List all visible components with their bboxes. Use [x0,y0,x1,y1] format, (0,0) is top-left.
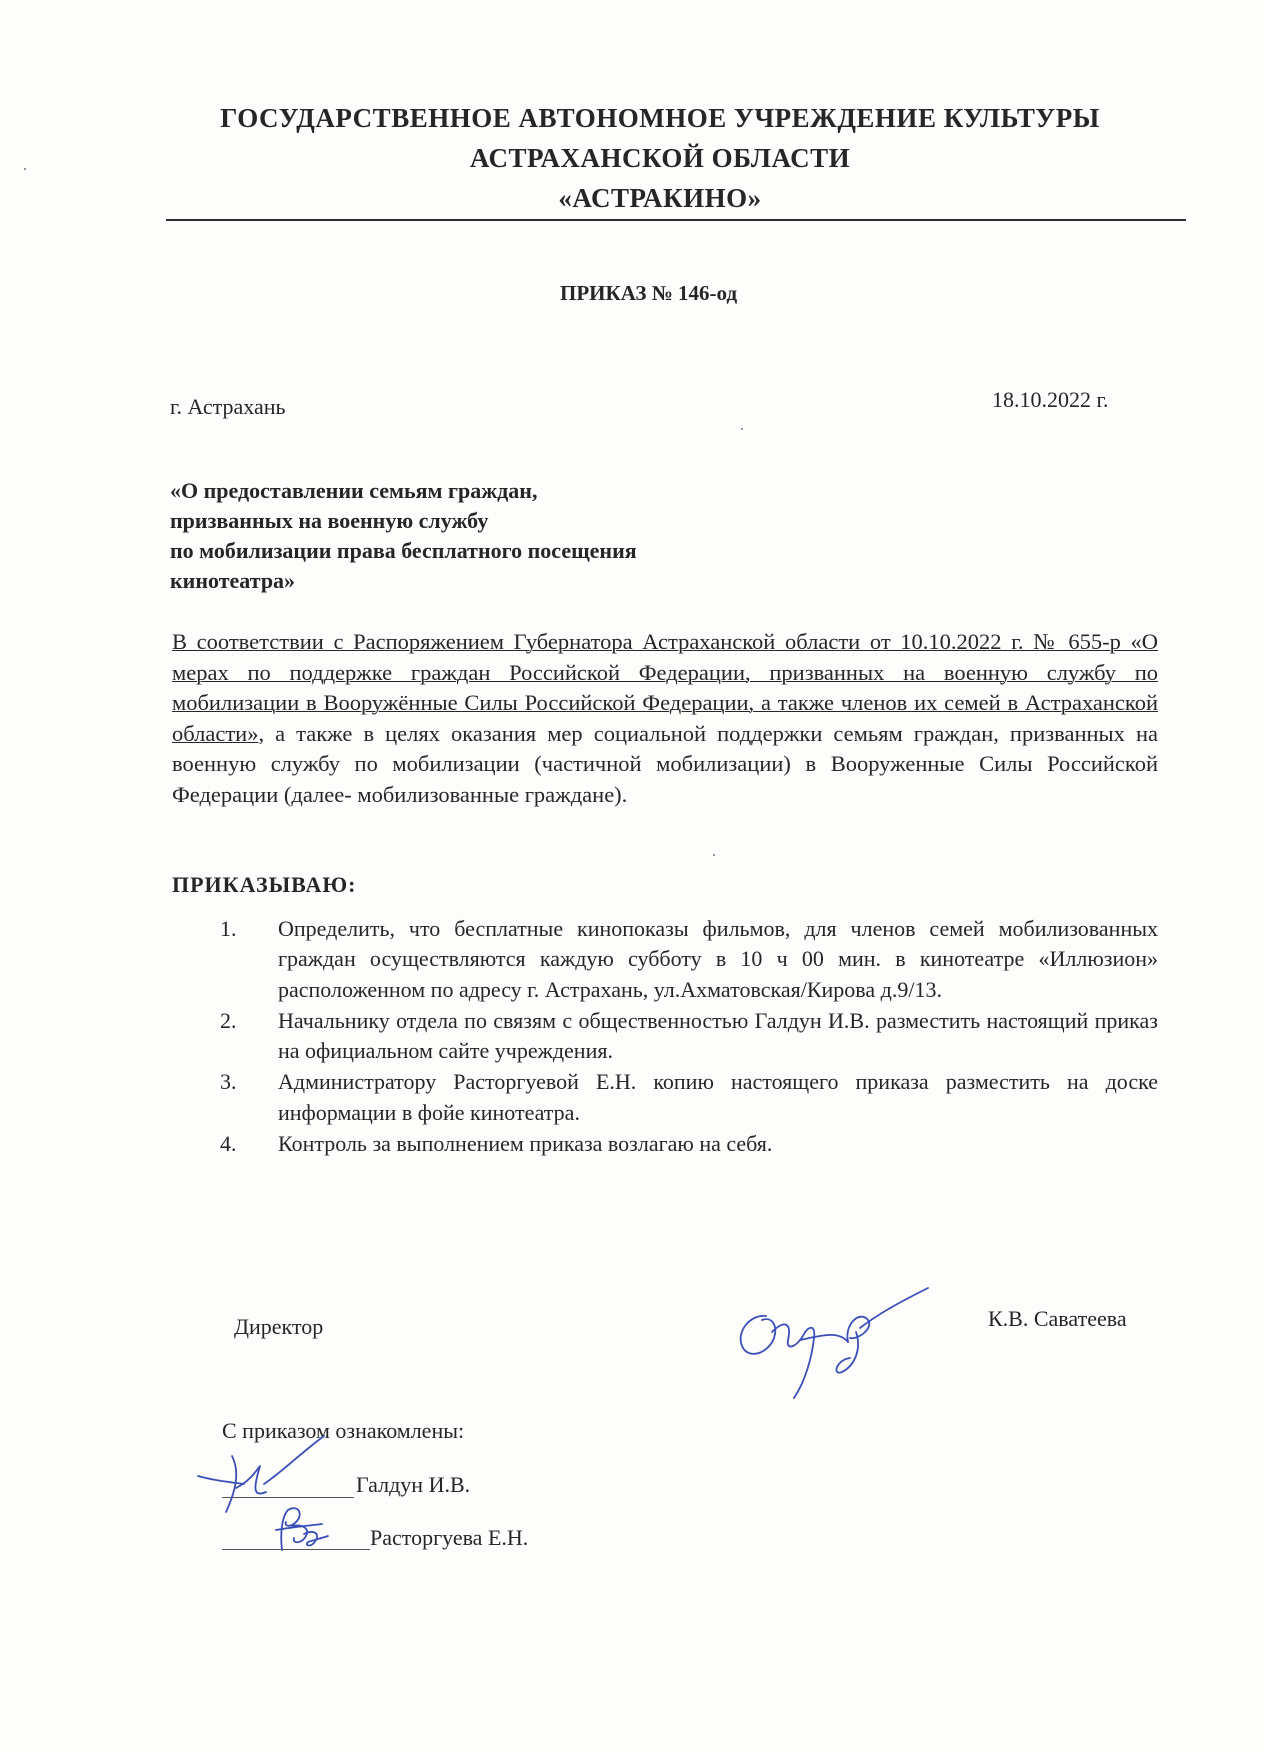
rastorgueva-signature [268,1500,348,1560]
preamble-text: , а также в целях оказания мер социальной поддержки семьям граждан, призванных на военную службу по мобилизации (частичной мобилизации) в Вооруженные Силы Российской Федерации (далее- мобилизованные граждане). [172,720,1158,807]
item-number: 3. [220,1069,237,1095]
order-place: г. Астрахань [170,394,286,419]
subject-line: призванных на военную службу [170,508,489,533]
acknowledgement-title: С приказом ознакомлены: [222,1418,465,1443]
item-text: Определить, что бесплатные кинопоказы фильмов, для членов семей мобилизованных граждан осуществляются каждую субботу в 10 ч 00 мин. в кинотеатре «Иллюзион» расположенном по адресу г. Астрахань, ул.Ахматовская/Кирова д.9/13. [278,916,1158,1002]
subject-line: кинотеатра» [170,568,296,593]
list-item [210,1067,1158,1128]
subject-line: по мобилизации права бесплатного посещения [170,538,637,563]
order-title: ПРИКАЗ № 146-од [560,281,738,305]
header-divider [166,219,1186,221]
scan-speck [24,168,26,170]
org-name-line-3: «АСТРАКИНО» [558,183,762,213]
order-date: 18.10.2022 г. [992,387,1109,412]
preamble-paragraph [172,627,1158,811]
item-number: 1. [220,916,237,941]
item-text: Администратору Расторгуевой Е.Н. копию настоящего приказа разместить на доске информации в фойе кинотеатра. [278,1069,1158,1125]
signatory-name: К.В. Саватеева [988,1306,1127,1331]
order-items-list [210,914,1158,1160]
director-signature [728,1280,958,1410]
subject-line: «О предоставлении семьям граждан, [170,478,538,503]
scan-speck [741,428,743,430]
org-name-line-2: АСТРАХАНСКОЙ ОБЛАСТИ [469,143,851,173]
item-text: Начальнику отдела по связям с общественностью Галдун И.В. разместить настоящий приказ на официальном сайте учреждения. [278,1007,1158,1064]
organization-header [160,98,1160,218]
item-number: 2. [220,1007,237,1033]
acknowledged-person-1: Галдун И.В. [356,1472,471,1497]
order-subject [170,476,870,596]
scan-speck [713,854,715,856]
item-number: 4. [220,1131,237,1157]
acknowledged-person-2: Расторгуева Е.Н. [370,1525,529,1550]
org-name-line-1: ГОСУДАРСТВЕННОЕ АВТОНОМНОЕ УЧРЕЖДЕНИЕ КУЛЬТУРЫ [220,103,1100,133]
decree-label: ПРИКАЗЫВАЮ: [172,872,357,897]
list-item [210,1006,1158,1067]
item-text: Контроль за выполнением приказа возлагаю на себя. [278,1131,773,1157]
preamble-reference: В соответствии с Распоряжением Губернатора Астраханской области от 10.10.2022 г. № 655-р «О мерах по поддержке граждан Российской Федерации, призванных на военную службу по мобилизации в Вооружённые Силы Российской Федерации, а также членов их семей в Астраханской области» [172,629,1158,746]
list-item [210,1129,1158,1159]
signatory-position: Директор [234,1314,324,1339]
list-item [210,914,1158,1005]
